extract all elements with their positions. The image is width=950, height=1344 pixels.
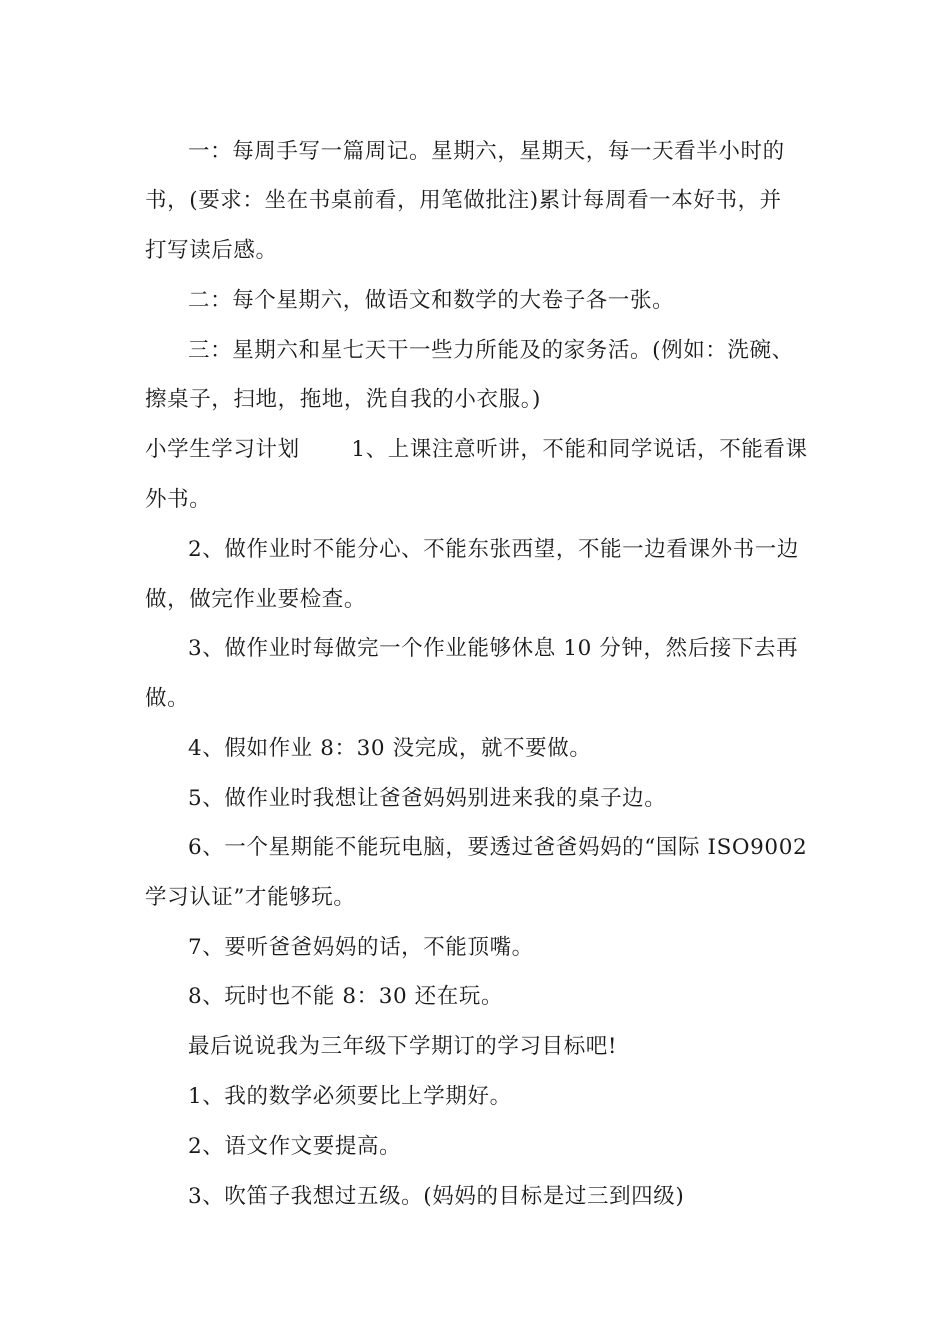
paragraph-line: 最后说说我为三年级下学期订的学习目标吧!: [188, 1034, 618, 1059]
paragraph-line: 5、做作业时我想让爸爸妈妈别进来我的桌子边。: [188, 786, 667, 811]
paragraph-line: 6、一个星期能不能玩电脑，要透过爸爸妈妈的“国际 ISO9002: [188, 835, 808, 860]
paragraph-line: 学习认证”才能够玩。: [145, 885, 356, 910]
paragraph-line: 2、做作业时不能分心、不能东张西望，不能一边看课外书一边: [188, 537, 799, 562]
paragraph-line: 做，做完作业要检查。: [145, 587, 367, 612]
paragraph-line: 打写读后感。: [145, 238, 278, 263]
paragraph-line: 7、要听爸爸妈妈的话，不能顶嘴。: [188, 935, 534, 960]
paragraph-line: 2、语文作文要提高。: [188, 1134, 402, 1159]
paragraph-line: 1、我的数学必须要比上学期好。: [188, 1084, 512, 1109]
paragraph-line: 8、玩时也不能 8：30 还在玩。: [188, 984, 504, 1009]
paragraph-line: 一：每周手写一篇周记。星期六，星期天，每一天看半小时的: [188, 139, 785, 164]
paragraph-line: 擦桌子，扫地，拖地，洗自我的小衣服。): [145, 387, 542, 412]
paragraph-line: 4、假如作业 8：30 没完成，就不要做。: [188, 736, 592, 761]
paragraph-line: 3、吹笛子我想过五级。(妈妈的目标是过三到四级): [188, 1184, 685, 1209]
paragraph-line: 二：每个星期六，做语文和数学的大卷子各一张。: [188, 288, 675, 313]
section-title-line: 小学生学习计划 1、上课注意听讲，不能和同学说话，不能看课: [145, 437, 808, 462]
paragraph-line: 三：星期六和星七天干一些力所能及的家务活。(例如：洗碗、: [188, 338, 794, 363]
paragraph-line: 书，(要求：坐在书桌前看，用笔做批注)累计每周看一本好书，并: [145, 188, 782, 213]
paragraph-line: 外书。: [145, 487, 212, 512]
paragraph-line: 3、做作业时每做完一个作业能够休息 10 分钟，然后接下去再: [188, 636, 799, 661]
paragraph-line: 做。: [145, 686, 190, 711]
